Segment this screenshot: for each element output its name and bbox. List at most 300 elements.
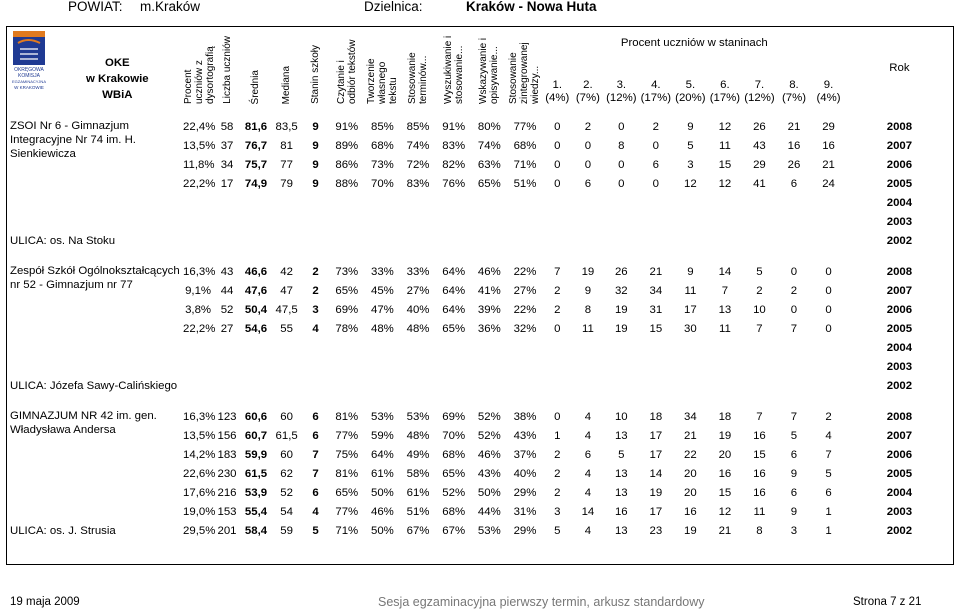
value-cell: [507, 376, 543, 395]
value-cell: 41: [753, 177, 766, 190]
value-cell: 3: [790, 524, 798, 537]
value-cell: 4: [825, 429, 832, 442]
value-cell: 0: [618, 177, 625, 190]
value-cell: [708, 212, 743, 231]
value-cell: 43%: [477, 467, 501, 480]
value-cell: 7: [721, 284, 729, 297]
value-cell: [183, 212, 213, 231]
value-cell: 11: [718, 322, 731, 335]
value-cell: 4: [584, 410, 592, 423]
value-cell: 60,6: [244, 410, 268, 423]
value-cell: 32: [614, 284, 628, 297]
value-cell: 80%: [477, 120, 501, 133]
value-cell: [241, 212, 271, 231]
value-cell: 79: [280, 177, 293, 190]
value-cell: [183, 193, 213, 212]
value-cell: 83%: [406, 177, 430, 190]
value-cell: [543, 231, 572, 250]
value-cell: 0: [825, 284, 832, 297]
value-cell: 2: [554, 303, 561, 316]
value-cell: [241, 376, 271, 395]
dzielnica-label: Dzielnica:: [364, 0, 423, 14]
value-cell: 12: [718, 505, 732, 518]
value-cell: 17: [649, 505, 663, 518]
value-cell: 16: [787, 139, 801, 152]
value-cell: 17: [649, 429, 663, 442]
value-cell: 29%: [513, 524, 537, 537]
value-cell: 73%: [371, 158, 394, 171]
value-cell: 83%: [442, 139, 466, 152]
value-cell: 21: [822, 158, 835, 171]
value-cell: 70%: [371, 177, 394, 190]
year-cell: 2006: [886, 448, 913, 461]
stanin-group-title: Procent uczniów w staninach: [620, 37, 768, 49]
value-cell: 14: [718, 265, 732, 278]
dzielnica-value: Kraków - Nowa Huta: [466, 0, 597, 14]
value-cell: 2: [756, 284, 763, 297]
value-cell: 1: [825, 524, 832, 537]
year-cell: 2008: [886, 120, 913, 133]
col-head-rok: Rok: [889, 62, 910, 74]
value-cell: 33%: [406, 265, 430, 278]
value-cell: 45%: [371, 284, 394, 297]
value-cell: 34: [684, 410, 697, 423]
value-cell: 32%: [513, 322, 537, 335]
value-cell: 59: [280, 524, 293, 537]
value-cell: [543, 193, 572, 212]
value-cell: 4: [584, 467, 592, 480]
value-cell: [302, 357, 329, 376]
col-head-dysortografia: Procent uczniów z dysortografią: [183, 46, 217, 104]
value-cell: 22,2%: [183, 322, 216, 335]
value-cell: 19: [581, 265, 595, 278]
value-cell: 81%: [335, 467, 359, 480]
value-cell: 64%: [442, 303, 466, 316]
value-cell: [436, 357, 472, 376]
value-cell: [271, 212, 302, 231]
value-cell: [811, 193, 846, 212]
value-cell: 19: [718, 429, 732, 442]
col-head-stanin-7: 7. (12%): [744, 79, 775, 104]
value-cell: [811, 376, 846, 395]
value-cell: 2: [825, 410, 832, 423]
value-cell: 21: [718, 524, 732, 537]
value-cell: 74,9: [244, 177, 268, 190]
value-cell: 6: [652, 158, 660, 171]
svg-text:EGZAMINACYJNA: EGZAMINACYJNA: [12, 79, 47, 84]
value-cell: 46%: [477, 448, 501, 461]
value-cell: 63%: [477, 158, 501, 171]
value-cell: 8: [584, 303, 592, 316]
value-cell: 12: [684, 177, 697, 190]
value-cell: 76%: [442, 177, 466, 190]
value-cell: 183: [217, 448, 237, 461]
value-cell: [271, 338, 302, 357]
value-cell: 3: [312, 303, 319, 316]
school-address: ULICA: os. J. Strusia: [10, 524, 116, 537]
value-cell: 0: [652, 139, 660, 152]
value-cell: 60: [280, 448, 293, 461]
value-cell: [742, 193, 777, 212]
value-cell: 65%: [442, 322, 466, 335]
value-cell: [271, 376, 302, 395]
value-cell: 10: [753, 303, 766, 316]
value-cell: 65%: [442, 467, 466, 480]
value-cell: 60: [280, 410, 293, 423]
col-head-stanin-5: 5. (20%): [675, 79, 706, 104]
value-cell: [811, 231, 846, 250]
value-cell: 3: [554, 505, 561, 518]
value-cell: 230: [217, 467, 237, 480]
value-cell: 11: [718, 139, 731, 152]
value-cell: 0: [825, 322, 832, 335]
value-cell: 21: [787, 120, 801, 133]
value-cell: 23: [649, 524, 663, 537]
value-cell: 61%: [406, 486, 430, 499]
value-cell: 17: [220, 177, 234, 190]
value-cell: [811, 338, 846, 357]
value-cell: 60,7: [244, 429, 268, 442]
value-cell: [639, 212, 674, 231]
value-cell: [241, 357, 271, 376]
value-cell: 16: [753, 486, 766, 499]
value-cell: 0: [618, 158, 625, 171]
year-cell: 2008: [886, 265, 913, 278]
value-cell: 72%: [406, 158, 430, 171]
value-cell: [436, 338, 472, 357]
value-cell: 9: [312, 139, 319, 152]
value-cell: [213, 193, 241, 212]
value-cell: [472, 376, 508, 395]
value-cell: 68%: [442, 448, 466, 461]
value-cell: 26: [787, 158, 801, 171]
value-cell: 67%: [406, 524, 430, 537]
value-cell: [400, 193, 436, 212]
value-cell: [639, 376, 674, 395]
value-cell: 22%: [513, 303, 537, 316]
value-cell: 6: [584, 177, 592, 190]
value-cell: [472, 357, 508, 376]
value-cell: [572, 357, 604, 376]
value-cell: 50%: [477, 486, 501, 499]
value-cell: 77%: [335, 505, 359, 518]
value-cell: 52: [280, 486, 293, 499]
value-cell: [183, 231, 213, 250]
value-cell: 82%: [442, 158, 466, 171]
value-cell: [365, 212, 401, 231]
value-cell: 16: [753, 429, 766, 442]
svg-text:KOMISJA: KOMISJA: [18, 73, 41, 79]
value-cell: [507, 357, 543, 376]
value-cell: [365, 338, 401, 357]
value-cell: [241, 193, 271, 212]
year-cell: 2006: [886, 158, 913, 171]
value-cell: [572, 376, 604, 395]
value-cell: [436, 231, 472, 250]
value-cell: 5: [687, 139, 694, 152]
value-cell: 54,6: [244, 322, 268, 335]
col-head-stanin: Stanin szkoły: [310, 45, 322, 104]
value-cell: 7: [756, 410, 763, 423]
value-cell: 59,9: [244, 448, 268, 461]
value-cell: 3: [687, 158, 694, 171]
value-cell: [507, 338, 543, 357]
col-head-stanin-8: 8. (7%): [781, 79, 806, 104]
value-cell: 18: [649, 410, 663, 423]
value-cell: [365, 357, 401, 376]
value-cell: 65%: [335, 486, 359, 499]
value-cell: 36%: [477, 322, 501, 335]
value-cell: 24: [822, 177, 835, 190]
value-cell: [673, 231, 708, 250]
value-cell: 3,8%: [185, 303, 212, 316]
value-cell: 6: [790, 448, 798, 461]
value-cell: 201: [217, 524, 237, 537]
value-cell: [604, 357, 639, 376]
col-head-stanin-2: 2. (7%): [575, 79, 600, 104]
value-cell: 62: [280, 467, 293, 480]
value-cell: 12: [718, 120, 732, 133]
value-cell: 7: [312, 467, 319, 480]
value-cell: 89%: [335, 139, 359, 152]
value-cell: 6: [825, 486, 832, 499]
value-cell: [639, 357, 674, 376]
value-cell: 14: [649, 467, 663, 480]
value-cell: 22,6%: [183, 467, 216, 480]
value-cell: [271, 231, 302, 250]
value-cell: 2: [554, 284, 561, 297]
value-cell: 53%: [371, 410, 394, 423]
value-cell: 15: [753, 448, 766, 461]
value-cell: 6: [790, 486, 798, 499]
value-cell: 5: [825, 467, 832, 480]
value-cell: [639, 193, 674, 212]
value-cell: 4: [312, 322, 319, 335]
table-row: [7, 376, 953, 395]
value-cell: 34: [649, 284, 663, 297]
value-cell: 58%: [406, 467, 430, 480]
school-name: GIMNAZJUM NR 42 im. gen. Władysława Andersa: [10, 410, 157, 436]
value-cell: [708, 193, 743, 212]
value-cell: 42: [280, 265, 293, 278]
col-head-stanin-3: 3. (12%): [606, 79, 637, 104]
value-cell: 11: [753, 505, 766, 518]
value-cell: 85%: [371, 120, 394, 133]
value-cell: 43%: [513, 429, 537, 442]
value-cell: 5: [554, 524, 561, 537]
value-cell: [436, 193, 472, 212]
value-cell: 4: [312, 505, 319, 518]
value-cell: [639, 231, 674, 250]
value-cell: 0: [790, 303, 798, 316]
value-cell: [777, 231, 812, 250]
value-cell: [436, 212, 472, 231]
col-head-stanin-9: 9. (4%): [816, 79, 841, 104]
value-cell: 61,5: [275, 429, 298, 442]
value-cell: 48%: [406, 322, 430, 335]
value-cell: [572, 193, 604, 212]
svg-text:W KRAKOWIE: W KRAKOWIE: [14, 85, 45, 90]
value-cell: 71%: [513, 158, 537, 171]
school-address: ULICA: Józefa Sawy-Calińskiego: [10, 379, 178, 392]
value-cell: 29,5%: [183, 524, 216, 537]
value-cell: [213, 376, 241, 395]
value-cell: 50,4: [244, 303, 268, 316]
value-cell: 156: [217, 429, 237, 442]
value-cell: 73%: [335, 265, 359, 278]
value-cell: 40%: [513, 467, 537, 480]
value-cell: 26: [614, 265, 628, 278]
value-cell: 4: [584, 486, 592, 499]
value-cell: 76,7: [244, 139, 268, 152]
value-cell: [708, 376, 743, 395]
value-cell: 55,4: [244, 505, 268, 518]
value-cell: 17: [649, 448, 663, 461]
value-cell: 8: [756, 524, 763, 537]
value-cell: 58: [220, 120, 234, 133]
value-cell: [329, 212, 365, 231]
value-cell: 6: [312, 410, 319, 423]
value-cell: 2: [554, 448, 561, 461]
value-cell: 7: [756, 322, 763, 335]
year-cell: 2007: [886, 429, 913, 442]
value-cell: [811, 357, 846, 376]
value-cell: [271, 193, 302, 212]
value-cell: [572, 212, 604, 231]
footer-page: Strona 7 z 21: [853, 596, 922, 608]
value-cell: [329, 193, 365, 212]
value-cell: 55: [280, 322, 293, 335]
value-cell: [507, 212, 543, 231]
value-cell: 22,4%: [183, 120, 216, 133]
value-cell: 7: [825, 448, 832, 461]
value-cell: 78%: [335, 322, 359, 335]
value-cell: 61,5: [244, 467, 268, 480]
value-cell: 0: [652, 177, 660, 190]
col-head-terminow: Stosowanie terminów...: [407, 52, 430, 104]
value-cell: [604, 212, 639, 231]
value-cell: 22: [684, 448, 697, 461]
value-cell: 15: [649, 322, 663, 335]
value-cell: [400, 338, 436, 357]
value-cell: 47,6: [244, 284, 268, 297]
value-cell: 21: [684, 429, 697, 442]
col-head-stanin-1: 1. (4%): [545, 79, 570, 104]
value-cell: [329, 376, 365, 395]
value-cell: 0: [554, 120, 561, 133]
year-cell: 2003: [886, 360, 913, 373]
value-cell: 29: [753, 158, 766, 171]
value-cell: [329, 338, 365, 357]
col-head-czytanie: Czytanie i odbiór tekstów: [335, 39, 358, 104]
school-address: ULICA: os. Na Stoku: [10, 234, 116, 247]
value-cell: [543, 212, 572, 231]
school-name: ZSOI Nr 6 - Gimnazjum Integracyjne Nr 74 im. H. Sienkiewicza: [10, 120, 136, 160]
value-cell: 0: [790, 265, 798, 278]
value-cell: 64%: [442, 265, 466, 278]
value-cell: 52%: [477, 429, 501, 442]
value-cell: 7: [554, 265, 561, 278]
value-cell: 19,0%: [183, 505, 216, 518]
value-cell: [673, 212, 708, 231]
value-cell: [400, 357, 436, 376]
value-cell: 64%: [371, 448, 394, 461]
value-cell: [543, 357, 572, 376]
year-cell: 2004: [886, 196, 913, 209]
value-cell: 0: [584, 158, 592, 171]
value-cell: 26: [753, 120, 766, 133]
table-row: [7, 407, 953, 426]
year-cell: 2002: [886, 524, 913, 537]
value-cell: 1: [554, 429, 561, 442]
value-cell: 19: [614, 322, 628, 335]
value-cell: 9: [312, 120, 319, 133]
value-cell: 13,5%: [183, 139, 216, 152]
value-cell: [673, 193, 708, 212]
year-cell: 2004: [886, 341, 913, 354]
value-cell: 51%: [406, 505, 430, 518]
value-cell: 123: [217, 410, 237, 423]
col-head-wiedza: Stosowanie zintegrowanej wiedzy...: [508, 42, 542, 104]
value-cell: 22%: [513, 265, 537, 278]
value-cell: 0: [554, 322, 561, 335]
value-cell: 48%: [371, 322, 394, 335]
value-cell: 27%: [513, 284, 537, 297]
value-cell: 22,2%: [183, 177, 216, 190]
value-cell: 9: [312, 177, 319, 190]
value-cell: 12: [718, 177, 732, 190]
value-cell: 5: [312, 524, 319, 537]
value-cell: 21: [649, 265, 663, 278]
value-cell: 13: [614, 429, 628, 442]
value-cell: 2: [312, 265, 319, 278]
value-cell: 81%: [335, 410, 359, 423]
value-cell: 6: [312, 429, 319, 442]
value-cell: 4: [584, 429, 592, 442]
value-cell: 61%: [371, 467, 394, 480]
value-cell: 20: [684, 467, 697, 480]
powiat-value: m.Kraków: [140, 0, 201, 14]
value-cell: [472, 231, 508, 250]
value-cell: 7: [790, 410, 798, 423]
value-cell: 83,5: [275, 120, 298, 133]
value-cell: 13: [614, 467, 628, 480]
value-cell: 6: [584, 448, 592, 461]
value-cell: 69%: [335, 303, 359, 316]
col-head-mediana: Mediana: [281, 65, 293, 104]
value-cell: 52%: [477, 410, 501, 423]
value-cell: 53,9: [244, 486, 268, 499]
value-cell: 9,1%: [185, 284, 212, 297]
value-cell: [604, 376, 639, 395]
value-cell: 88%: [335, 177, 359, 190]
year-cell: 2003: [886, 505, 913, 518]
value-cell: [183, 376, 213, 395]
value-cell: 29%: [513, 486, 537, 499]
section-gap: [7, 395, 953, 407]
value-cell: [777, 212, 812, 231]
value-cell: 29: [822, 120, 835, 133]
year-cell: 2002: [886, 234, 913, 247]
value-cell: [302, 212, 329, 231]
value-cell: 41%: [477, 284, 501, 297]
value-cell: [708, 357, 743, 376]
value-cell: 49%: [406, 448, 430, 461]
value-cell: 30: [684, 322, 697, 335]
value-cell: [507, 231, 543, 250]
value-cell: [742, 338, 777, 357]
value-cell: [742, 357, 777, 376]
